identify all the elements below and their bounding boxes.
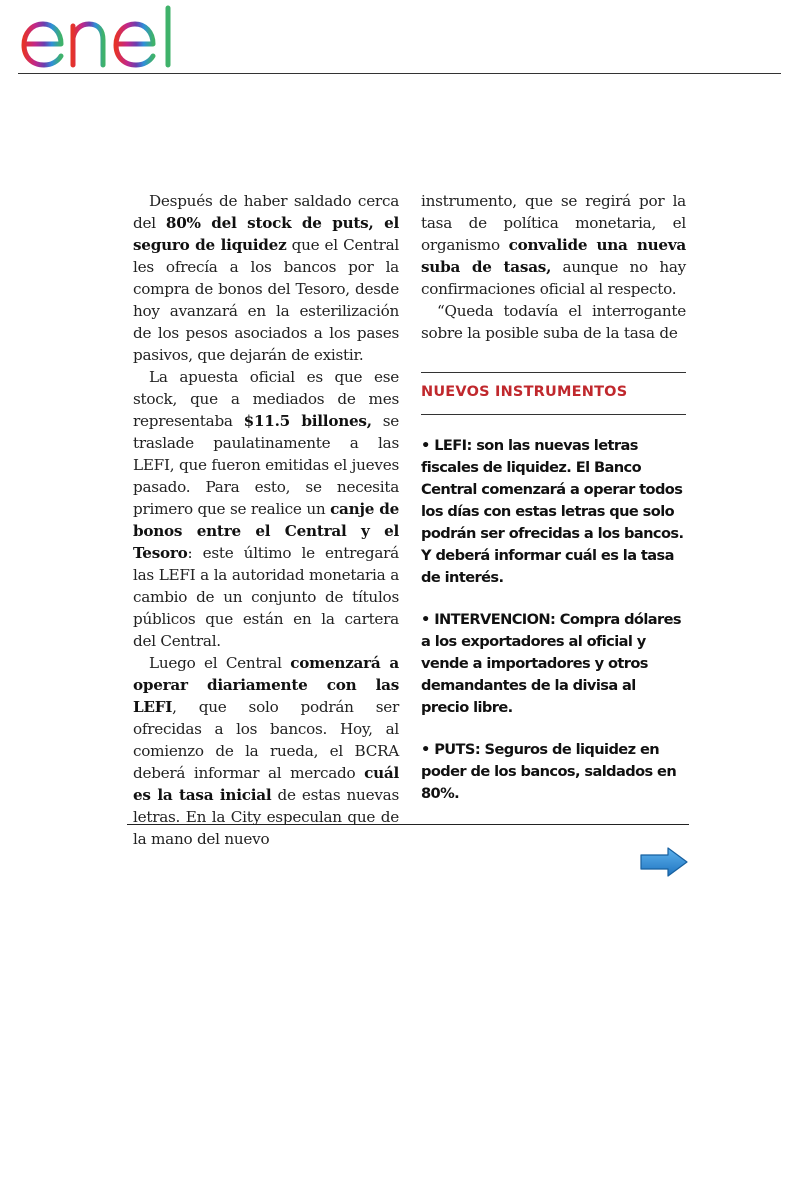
header-divider bbox=[18, 73, 781, 74]
body-text: instrumento, que se regirá por la tasa de política monetaria, el organismo bbox=[421, 192, 686, 254]
article-bottom-divider bbox=[127, 824, 689, 825]
sidebar-title: NUEVOS INSTRUMENTOS bbox=[421, 384, 628, 400]
body-text: La apuesta oficial es que ese stock, que a mediados de mes representaba bbox=[133, 368, 399, 430]
bold-text: comenzará a operar diariamente con las LEFI bbox=[133, 654, 399, 716]
sidebar-top-divider bbox=[421, 372, 686, 373]
left-column-paragraph bbox=[133, 366, 399, 652]
sidebar-item-intervencion: • INTERVENCION: Compra dólares a los exportadores al oficial y vende a importadores y otros demandantes de la divisa al precio libre. bbox=[421, 611, 681, 716]
body-text: que el Central les ofrecía a los bancos por la compra de bonos del Tesoro, desde hoy avanzará en la esterilización de los pesos asociados a los pases pasivos, que dejarán de existir. bbox=[133, 236, 399, 364]
article-column-left bbox=[133, 190, 399, 850]
bold-text: 80% del stock de puts, el seguro de liquidez bbox=[133, 214, 399, 254]
bold-text: convalide una nueva suba de tasas, bbox=[421, 236, 686, 276]
body-text: , que solo podrán ser ofrecidas a los bancos. Hoy, al comienzo de la rueda, el BCRA deberá informar al mercado bbox=[133, 698, 399, 782]
body-text: “Queda todavía el interrogante sobre la posible suba de la tasa de bbox=[421, 302, 686, 342]
bold-text: $11.5 billones, bbox=[243, 412, 372, 430]
article-column-right bbox=[421, 190, 686, 344]
body-text: Después de haber saldado cerca del bbox=[133, 192, 399, 232]
left-column-paragraph bbox=[133, 652, 399, 850]
body-text: de estas nuevas letras. En la City especulan que de la mano del nuevo bbox=[133, 786, 399, 848]
body-text: Luego el Central bbox=[149, 654, 291, 672]
right-column-paragraph bbox=[421, 300, 686, 344]
sidebar-item-puts: • PUTS: Seguros de liquidez en poder de los bancos, saldados en 80%. bbox=[421, 741, 677, 802]
page-header bbox=[0, 0, 800, 78]
enel-logo bbox=[18, 4, 190, 70]
left-column-paragraph bbox=[133, 190, 399, 366]
bold-text: cuál es la tasa inicial bbox=[133, 764, 399, 804]
right-column-paragraph bbox=[421, 190, 686, 300]
body-text: aunque no hay confirmaciones oficial al respecto. bbox=[421, 258, 686, 298]
sidebar-box bbox=[421, 372, 686, 805]
sidebar-title-divider bbox=[421, 414, 686, 415]
sidebar-item-lefi: • LEFI: son las nuevas letras fiscales de liquidez. El Banco Central comenzará a operar todos los días con estas letras que solo podrán ser ofrecidas a los bancos. Y deberá informar cuál es la tasa de interés. bbox=[421, 437, 684, 586]
bold-text: canje de bonos entre el Central y el Tesoro bbox=[133, 500, 400, 562]
body-text: : este último le entregará las LEFI a la autoridad monetaria a cambio de un conjunto de títulos públicos que están en la cartera del Central. bbox=[133, 544, 399, 650]
body-text: se traslade paulatinamente a las LEFI, que fueron emitidas el jueves pasado. Para esto, se necesita primero que se realice un bbox=[133, 412, 399, 518]
right-arrow-icon[interactable] bbox=[638, 845, 690, 879]
